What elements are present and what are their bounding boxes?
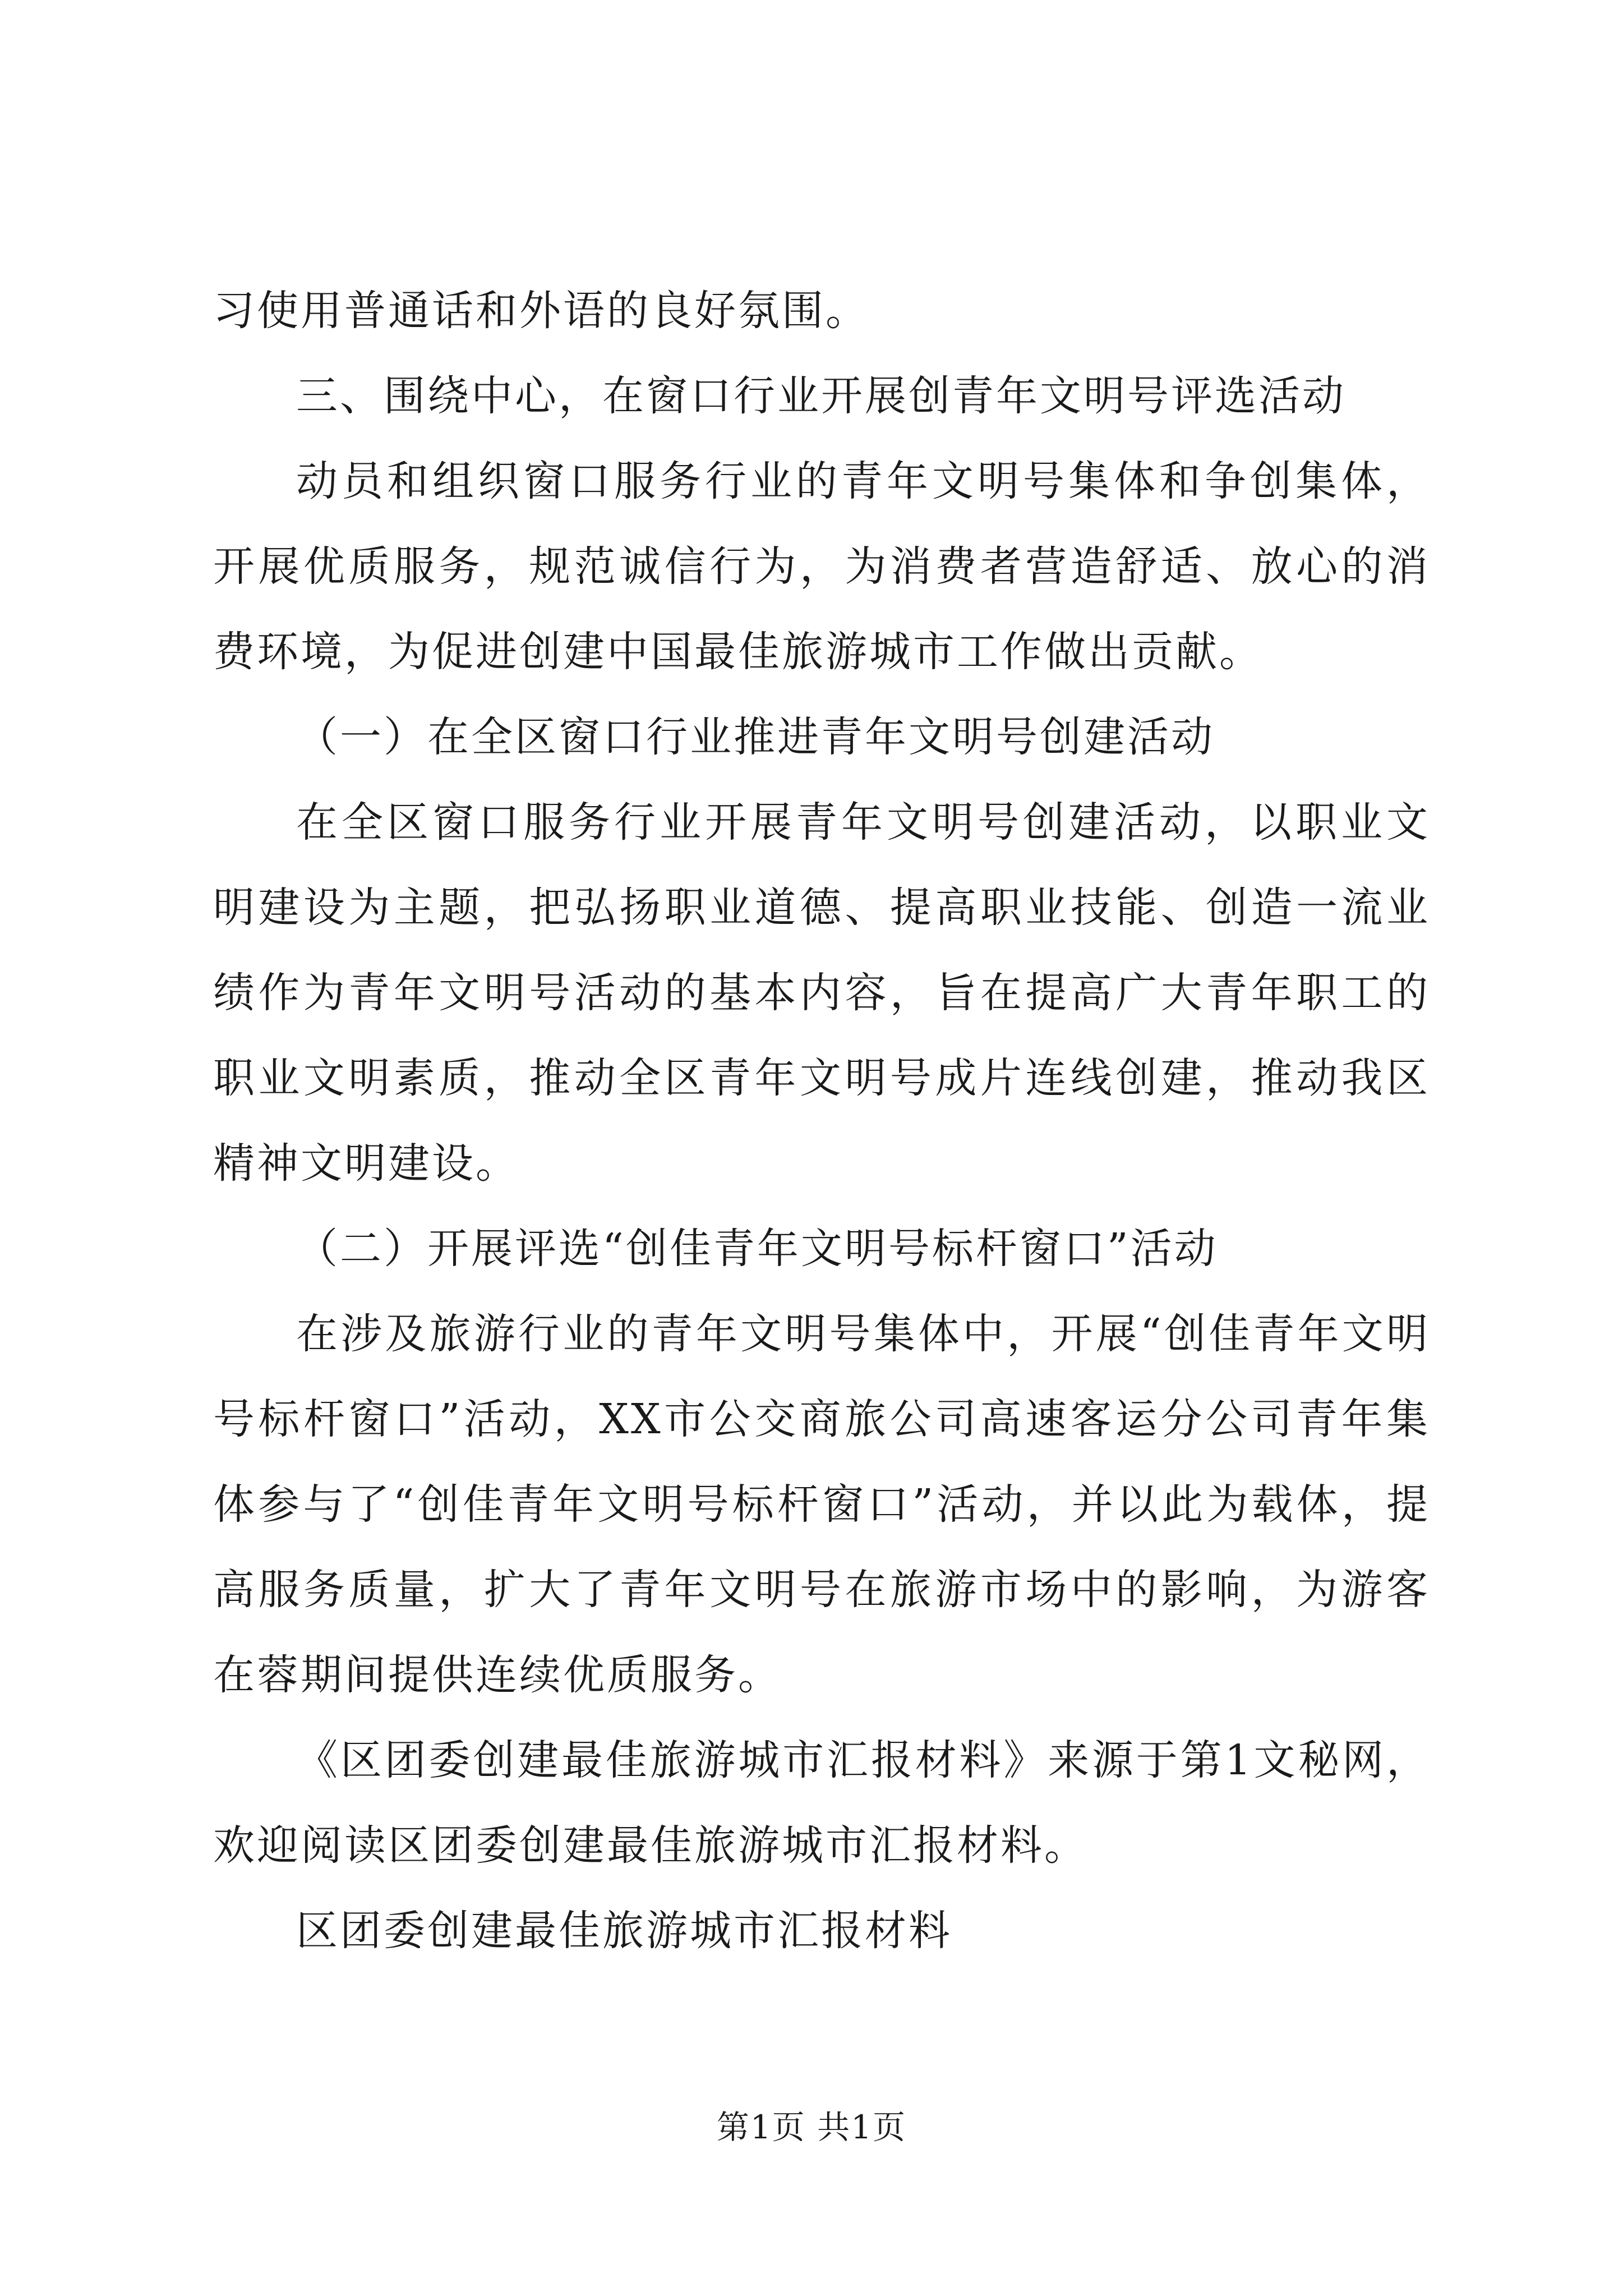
page-number-footer: 第1页 共1页 xyxy=(716,2108,907,2146)
document-title-line: 区团委创建最佳旅游城市汇报材料 xyxy=(296,1907,952,1955)
subsection-heading-one: （一）在全区窗口行业推进青年文明号创建活动 xyxy=(296,713,1215,761)
paragraph: 在全区窗口服务行业开展青年文明号创建活动，以职业文明建设为主题，把弘扬职业道德、提高职业技能、创造一流业绩作为青年文明号活动的基本内容，旨在提高广大青年职工的职业文明素质，推动全区青年文明号成片连线创建，推动我区精神文明建设。 xyxy=(213,798,1430,1188)
subsection-heading-two: （二）开展评选“创佳青年文明号标杆窗口”活动 xyxy=(296,1225,1218,1273)
paragraph: 动员和组织窗口服务行业的青年文明号集体和争创集体，开展优质服务，规范诚信行为，为消费者营造舒适、放心的消费环境，为促进创建中国最佳旅游城市工作做出贡献。 xyxy=(213,457,1430,676)
section-heading-three: 三、围绕中心，在窗口行业开展创青年文明号评选活动 xyxy=(296,372,1346,420)
paragraph: 在涉及旅游行业的青年文明号集体中，开展“创佳青年文明号标杆窗口”活动，XX市公交商旅公司高速客运分公司青年集体参与了“创佳青年文明号标杆窗口”活动，并以此为载体，提高服务质量，扩大了青年文明号在旅游市场中的影响，为游客在蓉期间提供连续优质服务。 xyxy=(213,1310,1430,1699)
document-body xyxy=(213,268,1430,1973)
paragraph-continuation: 习使用普通话和外语的良好氛围。 xyxy=(213,287,869,335)
source-note: 《区团委创建最佳旅游城市汇报材料》来源于第1文秘网，欢迎阅读区团委创建最佳旅游城市汇报材料。 xyxy=(213,1736,1430,1870)
